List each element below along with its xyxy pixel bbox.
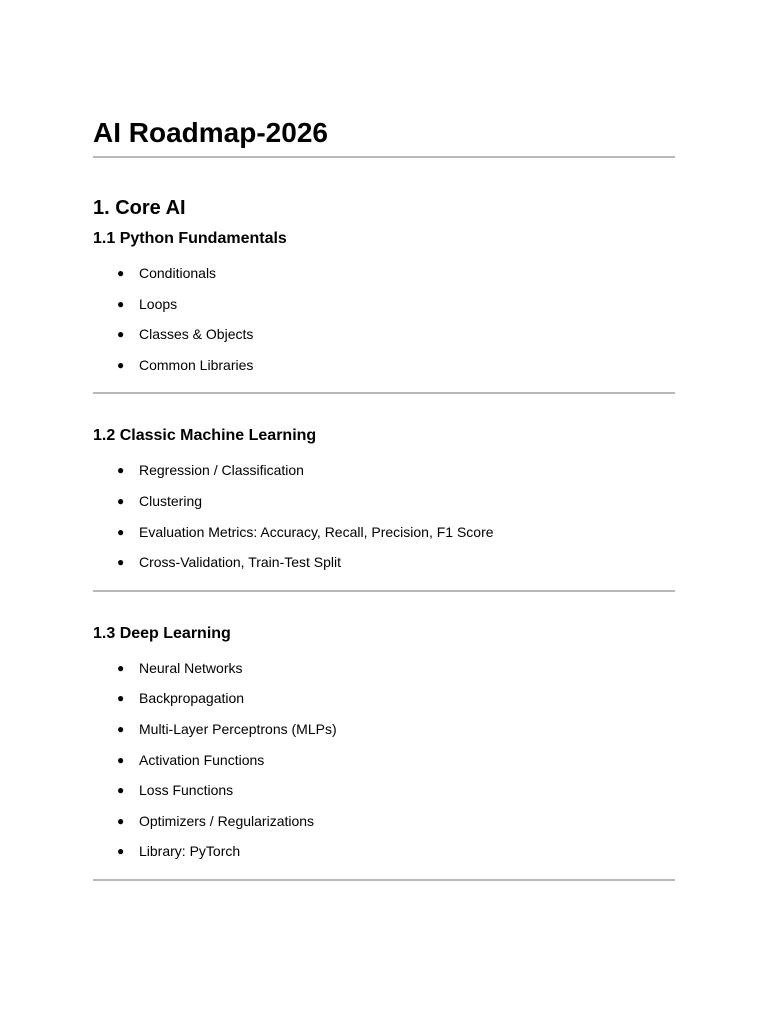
section-classic-machine-learning — [93, 425, 675, 591]
list-item-text: Common Libraries — [139, 356, 254, 373]
section-divider — [93, 879, 675, 881]
section-deep-learning — [93, 623, 675, 881]
bullet-icon: ● — [117, 524, 125, 539]
section-python-fundamentals — [93, 228, 675, 394]
list-item-text: Loops — [139, 295, 178, 312]
list-item-text: Multi-Layer Perceptrons (MLPs) — [139, 720, 337, 737]
list-item-text: Conditionals — [139, 265, 217, 281]
list-item-text: Library: PyTorch — [139, 843, 241, 860]
section-heading: 1.1 Python Fundamentals — [93, 230, 287, 247]
list-item — [93, 258, 675, 289]
list-item-text: Loss Functions — [139, 782, 234, 799]
bullet-icon: ● — [117, 691, 125, 706]
bullet-icon: ● — [117, 463, 125, 478]
list-item — [93, 319, 675, 350]
bullet-icon: ● — [117, 327, 125, 342]
part-heading: 1. Core AI — [93, 197, 186, 219]
list-item — [93, 486, 675, 517]
bullet-icon: ● — [117, 555, 125, 570]
list-item-text: Backpropagation — [139, 690, 245, 707]
section-divider — [93, 392, 675, 394]
list-item — [93, 455, 675, 486]
bullet-icon: ● — [117, 721, 125, 736]
list-item-text: Cross-Validation, Train-Test Split — [139, 554, 342, 571]
bullet-icon: ● — [117, 296, 125, 311]
list-item — [93, 517, 675, 548]
list-item-text: Neural Networks — [139, 659, 243, 676]
list-item — [93, 683, 675, 714]
bullet-icon: ● — [117, 357, 125, 372]
bullet-icon: ● — [117, 844, 125, 859]
bullet-list — [93, 653, 675, 867]
list-item — [93, 745, 675, 776]
document-content — [93, 115, 675, 881]
bullet-icon: ● — [117, 266, 125, 280]
section-heading: 1.2 Classic Machine Learning — [93, 427, 317, 445]
list-item — [93, 714, 675, 745]
bullet-list — [93, 455, 675, 577]
list-item-text: Optimizers / Regularizations — [139, 812, 315, 829]
section-heading: 1.3 Deep Learning — [93, 624, 231, 642]
list-item — [93, 289, 675, 320]
list-item — [93, 547, 675, 578]
list-item-text: Regression / Classification — [139, 462, 304, 479]
bullet-icon: ● — [117, 493, 125, 508]
list-item — [93, 775, 675, 806]
list-item — [93, 653, 675, 684]
document-title: AI Roadmap-2026 — [93, 117, 328, 148]
list-item — [93, 806, 675, 837]
list-item — [93, 350, 675, 381]
list-item-text: Evaluation Metrics: Accuracy, Recall, Precision, F1 Score — [139, 523, 494, 540]
list-item-text: Clustering — [139, 492, 203, 509]
bullet-icon: ● — [117, 813, 125, 828]
list-item-text: Activation Functions — [139, 751, 265, 768]
list-item — [93, 836, 675, 867]
bullet-icon: ● — [117, 783, 125, 798]
bullet-list — [93, 258, 675, 380]
bullet-icon: ● — [117, 752, 125, 767]
title-divider — [93, 156, 675, 158]
bullet-icon: ● — [117, 660, 125, 675]
section-divider — [93, 590, 675, 592]
list-item-text: Classes & Objects — [139, 326, 254, 343]
